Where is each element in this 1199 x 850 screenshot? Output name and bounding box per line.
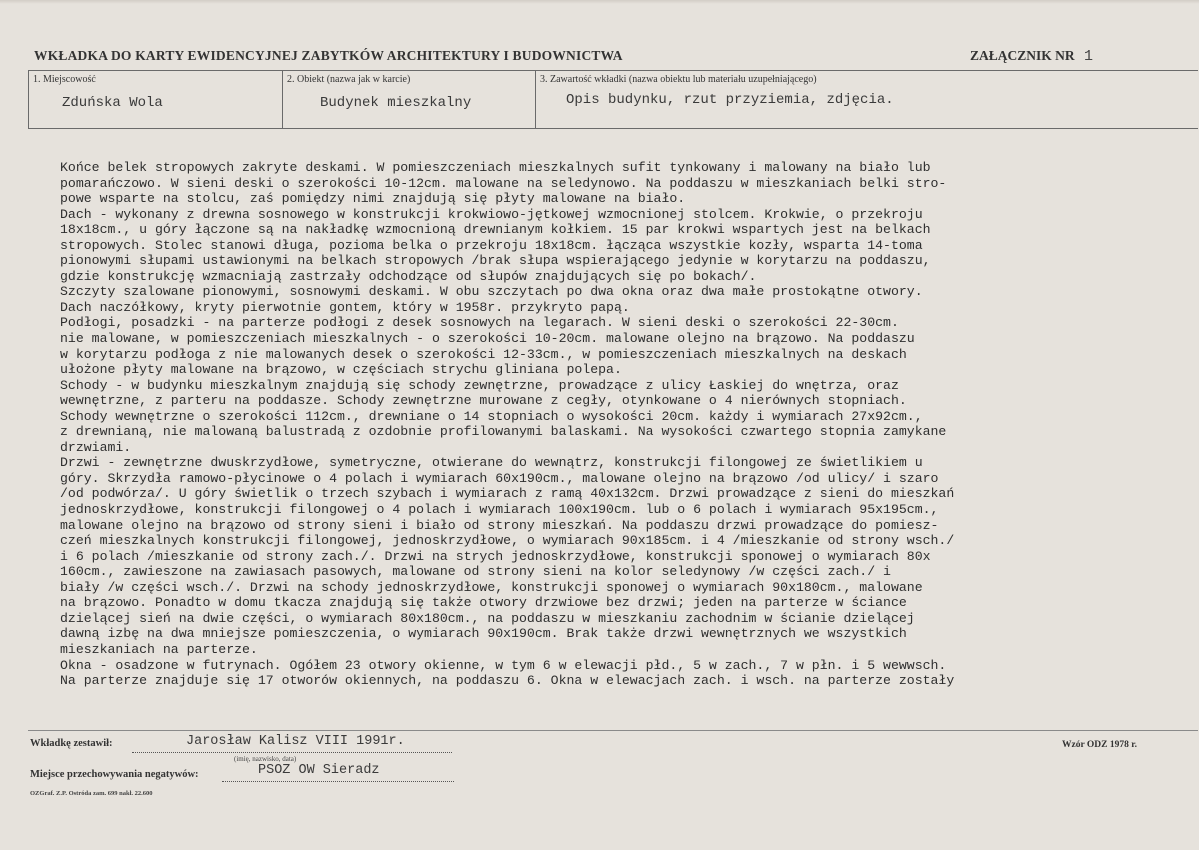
form-model: Wzór ODZ 1978 r. xyxy=(1062,740,1137,750)
description-line: pomarańczowo. W sieni deski o szerokości 10-12cm. malowane na seledynowo. Na poddaszu w mieszkaniach belki stro- xyxy=(60,175,947,191)
locality-value: Zduńska Wola xyxy=(62,95,163,111)
description-line: biały /w części wsch./. Drzwi na schody jednoskrzydłowe, konstrukcji sponowej o wymiarach 90x180cm., malowane xyxy=(60,579,923,595)
description-line: Schody wewnętrzne o szerokości 112cm., drewniane o 14 stopniach o wysokości 20cm. każdy i wymiarach 27x92cm., xyxy=(60,408,923,424)
footer-rule xyxy=(28,730,1198,731)
object-value: Budynek mieszkalny xyxy=(320,95,472,111)
description-line: nie malowane, w pomieszczeniach mieszkalnych - o szerokości 10-20cm. malowane olejno na brązowo. Na poddaszu xyxy=(60,331,915,347)
description-line: na brązowo. Ponadto w domu tkacza znajdują się także otwory drzwiowe bez drzwi; jeden na parterze w ściance xyxy=(60,595,907,611)
description-line: ułożone płyty malowane na brązowo, w częściach strychu gliniana polepa. xyxy=(60,362,622,378)
locality-label: 1. Miejscowość xyxy=(33,74,96,85)
annex-label-group xyxy=(970,48,1093,65)
description-line: pionowymi słupami ustawionymi na belkach stropowych /brak słupa wspierającego jedynie w korytarzu na poddaszu, xyxy=(60,253,931,269)
description-line: /od podwórza/. U góry świetlik o trzech szybach i wymiarach z ramą 40x132cm. Drzwi prowadzące z sieni do mieszkań xyxy=(60,486,955,502)
description-line: Szczyty szalowane pionowymi, sosnowymi deskami. W obu szczytach po dwa okna oraz dwa małe prostokątne otwory. xyxy=(60,284,923,300)
prepared-by-label: Wkładkę zestawił: xyxy=(30,738,113,749)
description-line: 18x18cm., u góry łączone są na nakładkę wzmocnioną drewnianym kołkiem. 15 par krokwi wspartych jest na belkach xyxy=(60,222,931,238)
description-line: powe wsparte na stolcu, zaś pomiędzy nimi znajdują się płyty malowane na biało. xyxy=(60,191,686,207)
description-line: i 6 polach /mieszkanie od strony zach./. Drzwi na strych jednoskrzydłowe, konstrukcji sponowej o wymiarach 80x xyxy=(60,548,931,564)
description-line: Dach - wykonany z drewna sosnowego w konstrukcji krokwiowo-jętkowej wzmocnionej stolcem. Krokwie, o przekroju xyxy=(60,206,923,222)
description-line: Okna - osadzone w futrynach. Ogółem 23 otwory okienne, w tym 6 w elewacji płd., 5 w zach., 7 w płn. i 5 wewwsch. xyxy=(60,657,947,673)
description-line: 160cm., zawieszone na zawiasach pasowych, malowane od strony sieni na kolor seledynowy /w części zach./ i xyxy=(60,564,891,580)
description-line: malowane olejno na brązowo od strony sieni i biało od strony mieszkań. Na poddaszu drzwi prowadzące do pomiesz- xyxy=(60,517,939,533)
description-line: Dach naczółkowy, kryty pierwotnie gontem, który w 1958r. przykryto papą. xyxy=(60,299,630,315)
description-line: góry. Skrzydła ramowo-płycinowe o 4 polach i wymiarach 60x190cm., malowane olejno na brązowo /od ulicy/ i szaro xyxy=(60,470,939,486)
description-line: Na parterze znajduje się 17 otworów okiennych, na poddaszu 6. Okna w elewacjach zach. i wsch. na parterze zostały xyxy=(60,673,955,689)
card-top-edge xyxy=(0,0,1199,4)
fields-bottom-rule xyxy=(28,128,1198,129)
contents-label: 3. Zawartość wkładki (nazwa obiektu lub materiału uzupełniającego) xyxy=(540,74,817,85)
description-line: Podłogi, posadzki - na parterze podłogi z desek sosnowych na legarach. W sieni deski o szerokości 22-30cm. xyxy=(60,315,899,331)
storage-label: Miejsce przechowywania negatywów: xyxy=(30,769,199,780)
description-line: drzwiami. xyxy=(60,439,132,455)
field-divider-1 xyxy=(282,70,283,128)
prepared-by-value: Jarosław Kalisz VIII 1991r. xyxy=(186,734,405,749)
prepared-by-line xyxy=(132,752,452,753)
description-line: czeń mieszkalnych konstrukcji filongowej, jednoskrzydłowe, o wymiarach 90x185cm. i 4 /mieszkanie od strony wsch./ xyxy=(60,533,955,549)
description-line: stropowych. Stolec stanowi długa, pozioma belka o przekroju 18x18cm. łącząca wszystkie kozły, wsparta 14-toma xyxy=(60,237,923,253)
description-line: w korytarzu podłoga z nie malowanych desek o szerokości 12-33cm., w pomieszczeniach mieszkalnych na deskach xyxy=(60,346,907,362)
contents-value: Opis budynku, rzut przyziemia, zdjęcia. xyxy=(566,92,894,108)
description-line: dawną izbę na dwa mniejsze pomieszczenia, o wymiarach 90x190cm. Brak także drzwi wewnętrznych we wszystkich xyxy=(60,626,907,642)
description-line: Drzwi - zewnętrzne dwuskrzydłowe, symetryczne, otwierane do wewnątrz, konstrukcji filongowej ze świetlikiem u xyxy=(60,455,923,471)
description-line: mieszkaniach na parterze. xyxy=(60,641,258,657)
card-title: WKŁADKA DO KARTY EWIDENCYJNEJ ZABYTKÓW ARCHITEKTURY I BUDOWNICTWA xyxy=(34,48,623,63)
prepared-by-hint: (imię, nazwisko, data) xyxy=(234,755,297,763)
storage-line xyxy=(222,781,454,782)
description-text xyxy=(60,160,1196,689)
description-line: gdzie konstrukcję wzmacniają zastrzały odchodzące od słupów znajdujących się po bokach/. xyxy=(60,268,757,284)
object-label: 2. Obiekt (nazwa jak w karcie) xyxy=(287,74,411,85)
description-line: z drewnianą, nie malowaną balustradą z ozdobnie profilowanymi balaskami. Na wysokości czwartego stopnia zamykane xyxy=(60,424,947,440)
description-line: jednoskrzydłowe, konstrukcji filongowej o 4 polach i wymiarach 100x190cm. lub o 6 polach i wymiarach 95x195cm., xyxy=(60,502,939,518)
storage-value: PSOZ OW Sieradz xyxy=(258,763,380,778)
annex-label: ZAŁĄCZNIK NR xyxy=(970,48,1075,63)
description-line: Końce belek stropowych zakryte deskami. W pomieszczeniach mieszkalnych sufit tynkowany i malowany na biało lub xyxy=(60,160,931,175)
printer-note: OZGraf. Z.P. Ostróda zam. 699 nakł. 22.600 xyxy=(30,790,153,797)
field-divider-left xyxy=(28,70,29,128)
description-line: wewnętrzne, z parteru na poddasze. Schody zewnętrzne murowane z cegły, otynkowane o 4 nierównych stopniach. xyxy=(60,393,907,409)
header-rule xyxy=(28,70,1198,71)
description-line: Schody - w budynku mieszkalnym znajdują się schody zewnętrzne, prowadzące z ulicy Łaskiej do wnętrza, oraz xyxy=(60,377,899,393)
annex-number: 1 xyxy=(1084,48,1094,65)
field-divider-2 xyxy=(535,70,536,128)
description-line: dzielącej sień na dwie części, o wymiarach 80x180cm., na poddaszu w mieszkaniu zachodnim w ścianie dzielącej xyxy=(60,610,915,626)
